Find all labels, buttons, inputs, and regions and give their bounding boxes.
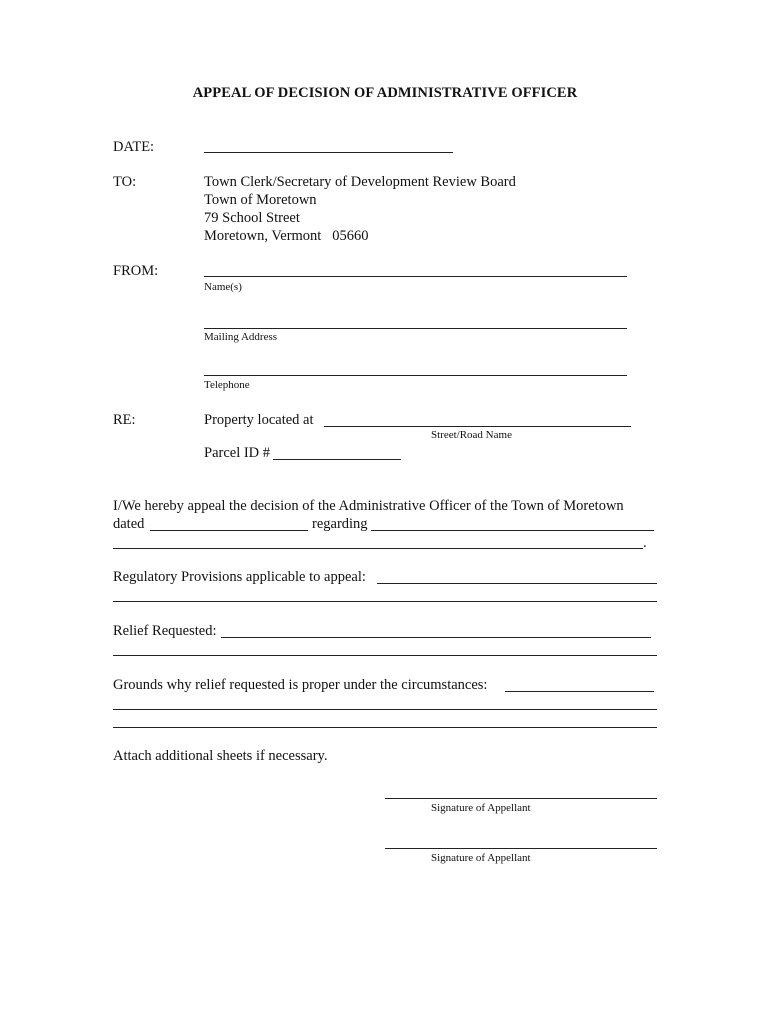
signature-caption-2: Signature of Appellant [431,852,531,864]
regulatory-provisions-label: Regulatory Provisions applicable to appeal: [113,569,366,585]
property-street-field[interactable] [324,426,631,427]
grounds-field[interactable] [505,691,654,692]
mailing-address-field[interactable] [204,328,627,329]
telephone-caption: Telephone [204,379,250,391]
grounds-field-continued-2[interactable] [113,727,657,728]
relief-requested-field[interactable] [221,637,651,638]
dated-label: dated [113,516,145,532]
regarding-field[interactable] [371,530,654,531]
street-caption: Street/Road Name [431,429,512,441]
grounds-field-continued-1[interactable] [113,709,657,710]
from-label: FROM: [113,263,159,279]
names-field[interactable] [204,276,627,277]
relief-requested-field-continued[interactable] [113,655,657,656]
date-label: DATE: [113,139,155,155]
appeal-statement: I/We hereby appeal the decision of the Administrative Officer of the Town of Moretown [113,498,624,514]
statement-period: . [643,535,647,551]
grounds-label: Grounds why relief requested is proper under the circumstances: [113,677,488,693]
regarding-label: regarding [312,516,368,532]
parcel-id-field[interactable] [273,459,401,460]
names-caption: Name(s) [204,281,242,293]
mailing-address-caption: Mailing Address [204,331,278,343]
re-label: RE: [113,412,136,428]
telephone-field[interactable] [204,375,627,376]
date-field[interactable] [204,152,453,153]
attach-note: Attach additional sheets if necessary. [113,748,328,764]
to-line-4: Moretown, Vermont 05660 [204,228,369,244]
property-label: Property located at [204,412,314,428]
to-label: TO: [113,174,137,190]
signature-line-1[interactable] [385,798,657,799]
parcel-label: Parcel ID # [204,445,271,461]
signature-line-2[interactable] [385,848,657,849]
form-title: APPEAL OF DECISION OF ADMINISTRATIVE OFFICER [192,85,578,101]
regulatory-provisions-field-continued[interactable] [113,601,657,602]
regulatory-provisions-field[interactable] [377,583,657,584]
to-line-2: Town of Moretown [204,192,317,208]
relief-requested-label: Relief Requested: [113,623,217,639]
dated-field[interactable] [150,530,308,531]
to-line-1: Town Clerk/Secretary of Development Review Board [204,174,516,190]
to-line-3: 79 School Street [204,210,300,226]
signature-caption-1: Signature of Appellant [431,802,531,814]
regarding-field-continued[interactable] [113,548,643,549]
